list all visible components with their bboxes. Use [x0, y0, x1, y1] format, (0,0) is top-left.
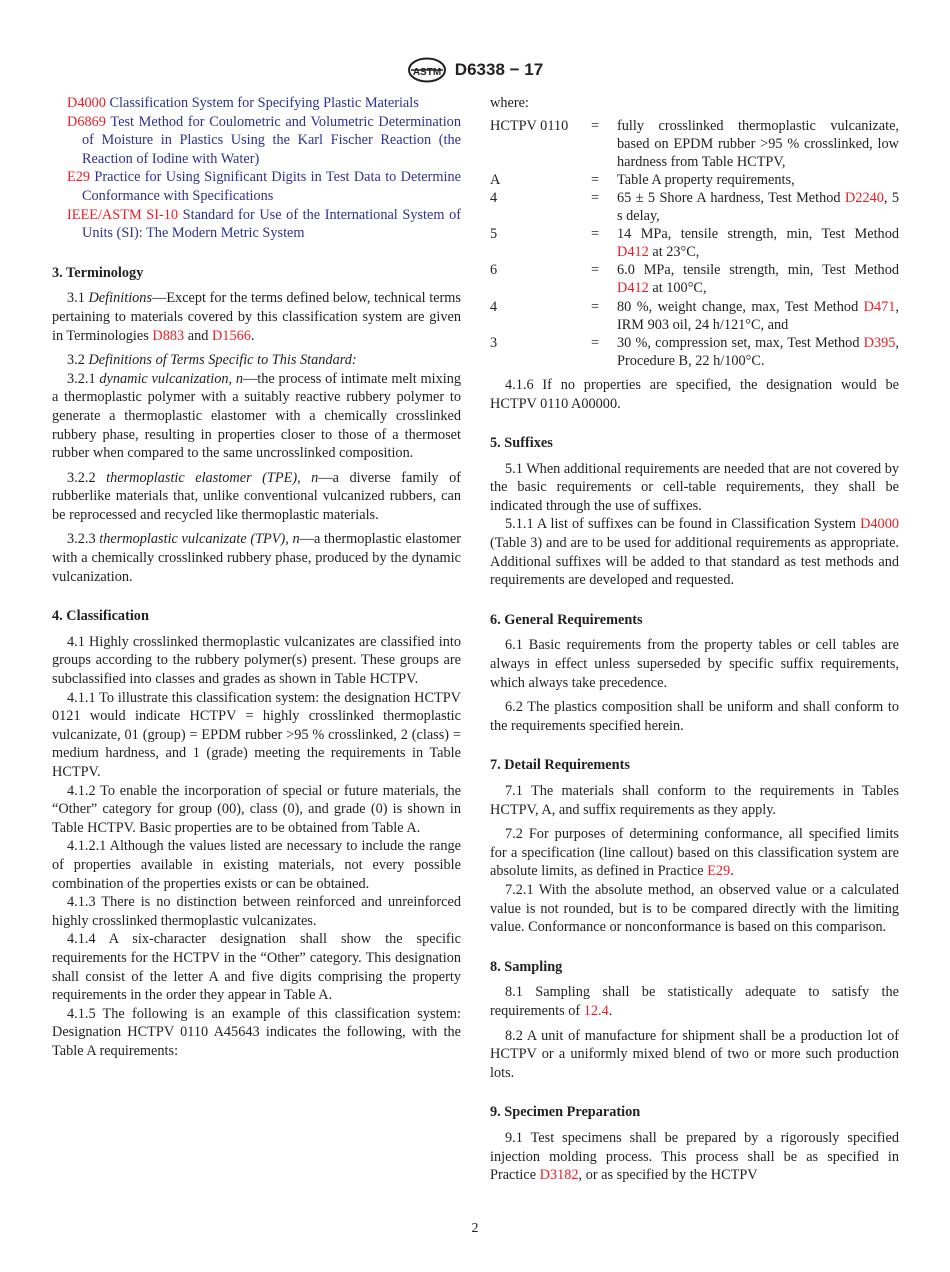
definition: —a diverse family of rubberlike materials that, unlike conventional vulcanized rubbers, can be reprocessed and recycled like thermoplastic materials. [52, 469, 461, 523]
clause-label: Definitions of Terms Specific to This Standard: [88, 352, 357, 369]
section-heading-classification: 4. Classification [52, 608, 149, 625]
clause-text: . [250, 327, 255, 344]
reference-item [52, 206, 461, 243]
reference-list [52, 94, 461, 243]
clause-text: 7.2 For purposes of determining conformance, all specified limits for a specification (line callout) based on this classification system are absolute limits, as defined in Practice [490, 826, 899, 880]
designation-row [490, 334, 899, 370]
section-heading-terminology: 3. Terminology [52, 264, 144, 281]
meaning-text: 14 MPa, tensile strength, min, Test Method [617, 226, 899, 243]
designation-equals: = [591, 226, 600, 243]
ref-link-test-method[interactable]: D395 [863, 334, 896, 351]
paragraph-3-2 [52, 351, 461, 370]
section-heading-general-requirements: 6. General Requirements [490, 611, 643, 628]
ref-link-e29[interactable]: E29 [707, 863, 731, 880]
clause-text: . [730, 863, 734, 880]
designation-row [490, 117, 899, 171]
designation-meaning [617, 334, 899, 370]
ref-link-d3182[interactable]: D3182 [539, 1167, 579, 1184]
paragraph-4-1-6: 4.1.6 If no properties are specified, the designation would be HCTPV 0110 A00000. [490, 376, 899, 412]
page-header [0, 57, 950, 83]
reference-item [52, 168, 461, 205]
designation-equals: = [591, 334, 600, 351]
section-heading-specimen-preparation: 9. Specimen Preparation [490, 1104, 641, 1121]
reference-code-link[interactable]: E29 [67, 169, 91, 186]
document-designation: D6338 − 17 [454, 60, 544, 79]
left-column [52, 94, 461, 1061]
paragraph-4-1-4: 4.1.4 A six-character designation shall show the specific requirements for the HCTPV in the “Other” category. This designation shall consist of the letter A and five digits comprising the property requirements in the order they appear in Table A. [52, 931, 461, 1004]
meaning-text: , IRM 903 oil, 24 h/121°C, and [617, 298, 899, 333]
paragraph-3-2-2 [52, 469, 461, 525]
reference-item [52, 113, 461, 169]
designation-row [490, 171, 899, 189]
designation-equals: = [591, 262, 600, 279]
designation-meaning [617, 261, 899, 297]
reference-item [52, 94, 461, 113]
ref-link-test-method[interactable]: D2240 [844, 189, 884, 206]
meaning-text: 30 %, compression set, max, Test Method [617, 334, 864, 351]
paragraph-5-1: 5.1 When additional requirements are needed that are not covered by the basic requirements or cell-table requirements, they shall be indicated through the use of suffixes. [490, 460, 899, 514]
reference-code-link[interactable]: D6869 [67, 113, 106, 130]
paragraph-4-1-1: 4.1.1 To illustrate this classification system: the designation HCTPV 0121 would indicate HCTPV = highly crosslinked thermoplastic vulcanizate, 01 (group) = EPDM rubber >95 % crosslinked, 2 (class) = medium hardness, and 1 (grade) meeting the requirements in Table HCTPV. [52, 689, 461, 780]
designation-meaning [617, 117, 899, 171]
paragraph-4-1-2-1: 4.1.2.1 Although the values listed are necessary to include the range of properties available in existing materials, not every possible combination of the properties exists or can be obtained. [52, 838, 461, 892]
ref-link-d1566[interactable]: D1566 [211, 327, 251, 344]
reference-code-link[interactable]: D4000 [67, 95, 106, 111]
paragraph-5-1-1 [490, 515, 899, 589]
reference-code-link[interactable]: IEEE/ASTM SI-10 [67, 206, 179, 223]
designation-meaning [617, 298, 899, 334]
meaning-text: , 5 s delay, [617, 189, 900, 225]
designation-row [490, 189, 899, 225]
meaning-text: 65 ± 5 Shore A hardness, Test Method [617, 189, 845, 206]
paragraph-3-2-3 [52, 530, 461, 586]
paragraph-6-1: 6.1 Basic requirements from the property tables or cell tables are always in effect unless superseded by specific suffix requirements, which always take precedence. [490, 637, 899, 691]
ref-link-d883[interactable]: D883 [152, 327, 185, 344]
designation-equals: = [591, 117, 600, 134]
reference-title[interactable]: Standard for Use of the International System of Units (SI): The Modern Metric System [82, 206, 461, 242]
clause-number: 3.2.1 [67, 370, 96, 387]
reference-title[interactable]: Practice for Using Significant Digits in Test Data to Determine Conformance with Specifications [82, 169, 462, 204]
designation-table [490, 117, 899, 370]
section-heading-suffixes: 5. Suffixes [490, 435, 553, 452]
designation-row [490, 261, 899, 297]
ref-link-test-method[interactable]: D412 [617, 244, 649, 261]
section-heading-detail-requirements: 7. Detail Requirements [490, 757, 630, 774]
paragraph-3-1 [52, 289, 461, 345]
paragraph-4-1: 4.1 Highly crosslinked thermoplastic vulcanizates are classified into groups according to the rubbery polymer(s) present. These groups are subclassified into classes and grades as shown in Table HCTPV. [52, 633, 461, 688]
definition: —the process of intimate melt mixing a thermoplastic polymer with a suitably reactive rubbery polymer to generate a thermoplastic elastomer with a chemically crosslinked rubbery phase, resulting in properties closer to those of a thermoset rubber when compared to the same uncrosslinked composition. [52, 370, 461, 462]
meaning-text: fully crosslinked thermoplastic vulcanizate, based on EPDM rubber >95 % crosslinked, low hardness from Table HCTPV, [617, 117, 899, 170]
clause-text: —Except for the terms defined below, technical terms pertaining to materials covered by this classification system are given in Terminologies [52, 290, 461, 344]
astm-logo-icon [407, 57, 447, 83]
page-number: 2 [471, 1221, 479, 1236]
designation-equals: = [591, 298, 600, 315]
meaning-text: 80 %, weight change, max, Test Method [617, 298, 864, 315]
paragraph-8-2: 8.2 A unit of manufacture for shipment shall be a production lot of HCTPV or a uniformly mixed blend of two or more such production lots. [490, 1027, 899, 1081]
clause-number: 3.2 [67, 352, 85, 369]
term: thermoplastic elastomer (TPE), n [106, 469, 319, 486]
meaning-text: Table A property requirements, [617, 171, 795, 188]
section-heading-sampling: 8. Sampling [490, 958, 563, 975]
designation-key: 4 [490, 189, 498, 206]
clause-text: (Table 3) and are to be used for additional requirements as appropriate. Additional suffixes will be added to that standard as test methods and requirements are developed and requested. [490, 535, 899, 589]
clause-number: 3.2.3 [67, 531, 96, 548]
reference-title[interactable]: Classification System for Specifying Plastic Materials [109, 95, 419, 111]
paragraph-7-1: 7.1 The materials shall conform to the requirements in Tables HCTPV, A, and suffix requirements as they apply. [490, 783, 899, 818]
paragraph-4-1-5: 4.1.5 The following is an example of this classification system: Designation HCTPV 0110 A45643 indicates the following, with the Table A requirements: [52, 1005, 461, 1059]
clause-text: , or as specified by the HCTPV [578, 1167, 758, 1184]
paragraph-3-2-1 [52, 370, 461, 463]
ref-link-test-method[interactable]: D471 [863, 298, 896, 315]
clause-text: 5.1.1 A list of suffixes can be found in Classification System [505, 516, 861, 533]
clause-text: . [608, 1002, 613, 1019]
paragraph-6-2: 6.2 The plastics composition shall be uniform and shall conform to the requirements specified herein. [490, 699, 899, 734]
meaning-text: , Procedure B, 22 h/100°C. [617, 334, 899, 369]
designation-key: HCTPV 0110 [490, 117, 569, 134]
reference-title[interactable]: Test Method for Coulometric and Volumetric Determination of Moisture in Plastics Using the Karl Fischer Reaction (the Reaction of Iodine with Water) [82, 113, 461, 167]
clause-text: and [184, 327, 212, 344]
meaning-text: 6.0 MPa, tensile strength, min, Test Method [617, 262, 899, 279]
clause-label: Definitions [88, 290, 153, 307]
designation-row [490, 225, 899, 261]
clause-number: 3.1 [67, 290, 85, 307]
designation-key: 5 [490, 226, 498, 243]
designation-meaning [617, 189, 899, 225]
paragraph-4-1-3: 4.1.3 There is no distinction between reinforced and unreinforced highly crosslinked thermoplastic vulcanizates. [52, 894, 461, 929]
paragraph-7-2-1: 7.2.1 With the absolute method, an observed value or a calculated value is not rounded, but is to be compared directly with the limiting value. Conformance or nonconformance is based on this comparison. [490, 881, 899, 936]
designation-meaning [617, 225, 899, 261]
term: dynamic vulcanization, n [99, 370, 243, 387]
meaning-text: at 100°C, [648, 280, 707, 297]
clause-text: 9.1 Test specimens shall be prepared by a rigorously specified injection molding process. This process shall be as specified in Practice [490, 1129, 899, 1184]
term: thermoplastic vulcanizate (TPV), n [99, 531, 300, 548]
designation-meaning [617, 171, 899, 189]
designation-key: 4 [490, 298, 498, 315]
definition: —a thermoplastic elastomer with a chemically crosslinked rubbery phase, produced by the dynamic vulcanization. [52, 531, 462, 585]
svg-text:ASTM: ASTM [412, 67, 441, 78]
meaning-text: at 23°C, [648, 244, 700, 261]
designation-key: 6 [490, 262, 498, 279]
ref-link-12-4[interactable]: 12.4 [583, 1002, 609, 1019]
designation-equals: = [591, 171, 600, 188]
designation-key: 3 [490, 334, 498, 351]
paragraph-4-1-2: 4.1.2 To enable the incorporation of special or future materials, the “Other” category for group (00), class (0), and grade (0) is shown in Table HCTPV. Basic properties are to be obtained from Table A. [52, 782, 461, 836]
designation-key: A [490, 171, 501, 188]
where-label: where: [490, 95, 529, 111]
ref-link-test-method[interactable]: D412 [617, 280, 649, 297]
clause-text: 8.1 Sampling shall be statistically adequate to satisfy the requirements of [490, 984, 899, 1019]
designation-row [490, 298, 899, 334]
clause-number: 3.2.2 [67, 469, 96, 486]
right-column [490, 94, 899, 1185]
ref-link-d4000[interactable]: D4000 [860, 516, 899, 533]
paragraph-9-1 [490, 1129, 899, 1185]
paragraph-7-2 [490, 825, 899, 881]
paragraph-8-1 [490, 983, 899, 1020]
designation-equals: = [591, 189, 600, 206]
